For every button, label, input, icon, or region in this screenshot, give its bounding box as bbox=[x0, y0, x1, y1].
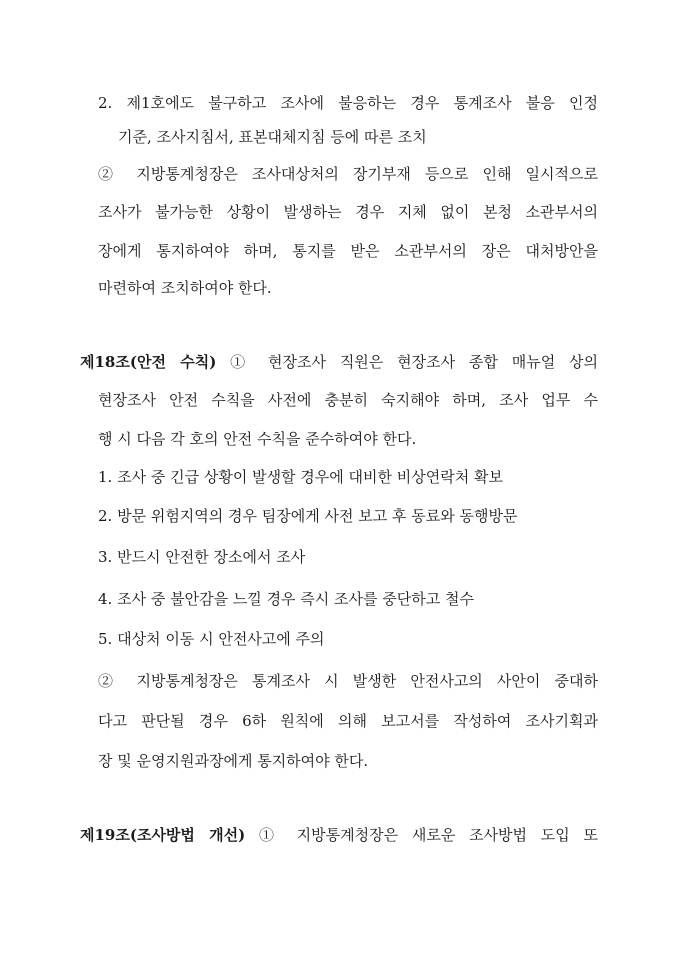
list-item-5: 5. 대상처 이동 시 안전사고에 주의 bbox=[98, 630, 325, 648]
item-2-line-2: 기준, 조사지침서, 표본대체지침 등에 따른 조치 bbox=[118, 128, 427, 146]
article-18-title: 제18조(안전 수칙) bbox=[80, 353, 217, 371]
para-2-line-1: ② 지방통계청장은 조사대상처의 장기부재 등으로 인해 일시적으로 bbox=[98, 165, 598, 183]
para-2-line-3: 장에게 통지하여야 하며, 통지를 받은 소관부서의 장은 대처방안을 bbox=[98, 242, 598, 260]
item-2-line-1: 2. 제1호에도 불구하고 조사에 불응하는 경우 통계조사 불응 인정 bbox=[98, 94, 598, 112]
article-19-text-1: ① 지방통계청장은 새로운 조사방법 도입 또 bbox=[258, 826, 598, 844]
article-18-para-2-line-3: 장 및 운영지원과장에게 통지하여야 한다. bbox=[98, 752, 369, 770]
list-item-4: 4. 조사 중 불안감을 느낄 경우 즉시 조사를 중단하고 철수 bbox=[98, 590, 475, 608]
article-18-line-2: 현장조사 안전 수칙을 사전에 충분히 숙지해야 하며, 조사 업무 수 bbox=[98, 391, 598, 409]
para-2-line-4: 마련하여 조치하여야 한다. bbox=[98, 279, 272, 297]
article-18-line-3: 행 시 다음 각 호의 안전 수칙을 준수하여야 한다. bbox=[98, 430, 417, 448]
article-19-line-1 bbox=[80, 824, 598, 846]
article-19-title: 제19조(조사방법 개선) bbox=[80, 826, 246, 844]
article-18-text-1: ① 현장조사 직원은 현장조사 종합 매뉴얼 상의 bbox=[230, 353, 598, 371]
list-item-2: 2. 방문 위험지역의 경우 팀장에게 사전 보고 후 동료와 동행방문 bbox=[98, 507, 518, 525]
para-2-line-2: 조사가 불가능한 상황이 발생하는 경우 지체 없이 본청 소관부서의 bbox=[98, 203, 598, 221]
list-item-1: 1. 조사 중 긴급 상황이 발생할 경우에 대비한 비상연락처 확보 bbox=[98, 468, 503, 486]
list-item-3: 3. 반드시 안전한 장소에서 조사 bbox=[98, 548, 306, 566]
article-18-para-2-line-2: 다고 판단될 경우 6하 원칙에 의해 보고서를 작성하여 조사기획과 bbox=[98, 712, 598, 730]
article-18-line-1 bbox=[80, 351, 598, 373]
article-18-para-2-line-1: ② 지방통계청장은 통계조사 시 발생한 안전사고의 사안이 중대하 bbox=[98, 672, 598, 690]
